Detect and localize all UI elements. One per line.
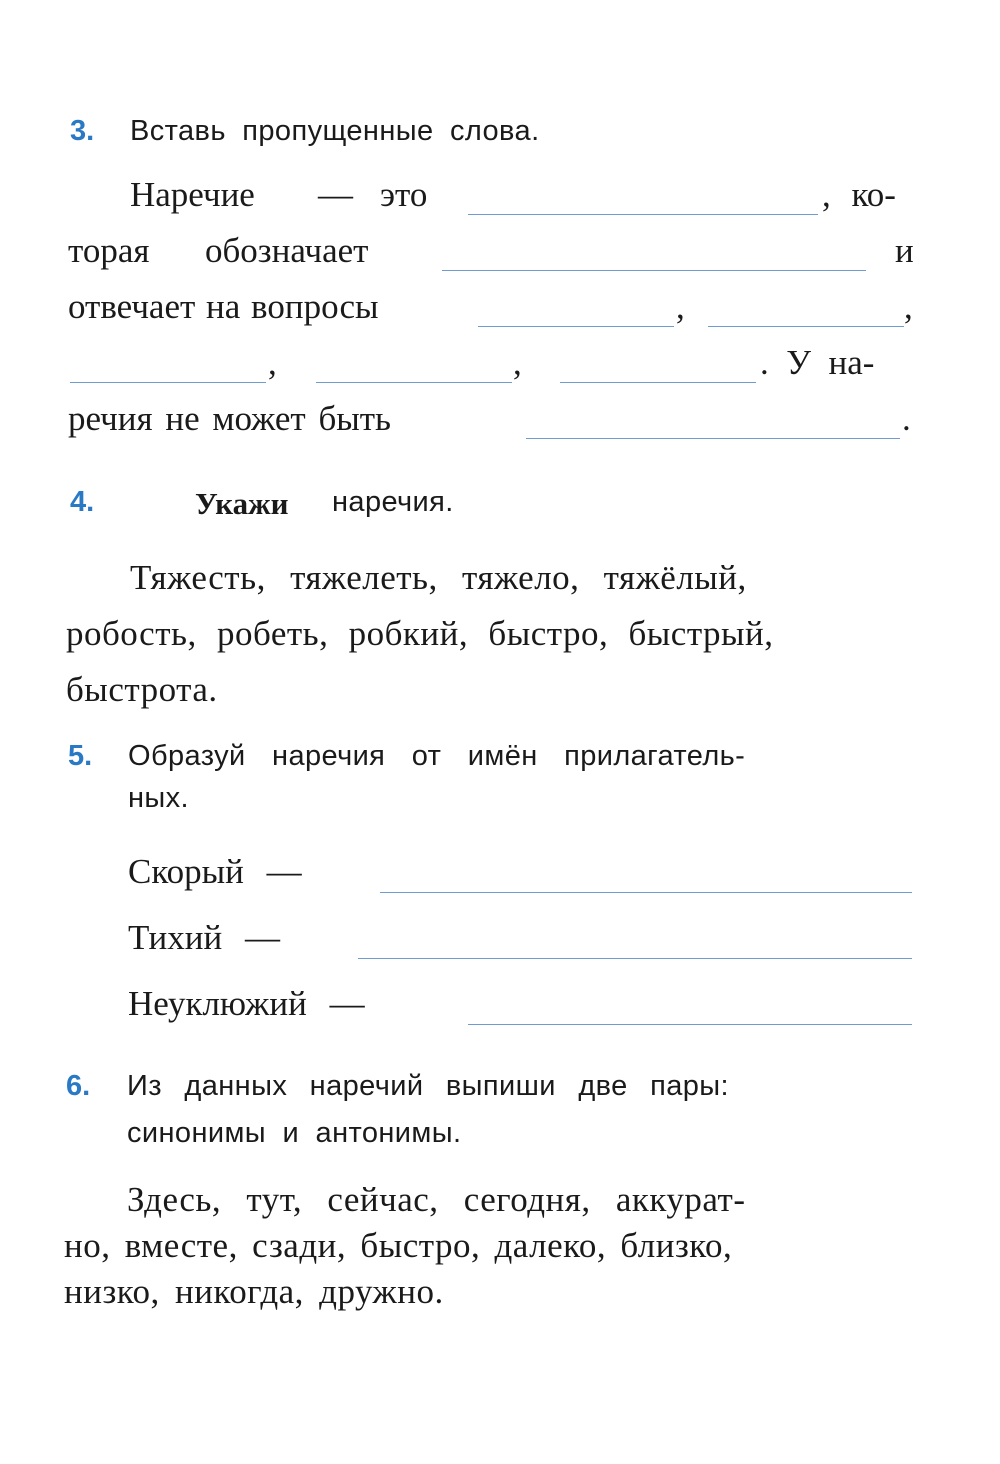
- task-3-word-i: и: [895, 231, 914, 270]
- task-3-word-narechie: Наречие: [130, 175, 255, 214]
- blank-line-1[interactable]: [468, 214, 818, 215]
- answer-line-tikhy[interactable]: [358, 958, 912, 959]
- adjective-tikhy: Тихий —: [128, 918, 280, 957]
- period: .: [902, 399, 911, 438]
- comma: ,: [513, 343, 522, 382]
- task-3-line5-text: речия не может быть: [68, 399, 392, 438]
- task-4-instruction: наречия.: [332, 486, 454, 518]
- adjective-neuklyuzhy: Неуклюжий —: [128, 984, 365, 1023]
- task-6-number: 6.: [66, 1070, 91, 1102]
- comma: ,: [268, 343, 277, 382]
- task-3-line4-end: . У на-: [760, 343, 875, 382]
- task-4-number: 4.: [70, 486, 95, 518]
- task-3-dash: —: [318, 175, 353, 214]
- task-5-number: 5.: [68, 740, 93, 772]
- task-5-instruction-line-2: ных.: [128, 782, 190, 814]
- blank-line-3[interactable]: [478, 326, 674, 327]
- task-4-line-1: Тяжесть, тяжелеть, тяжело, тяжёлый,: [130, 558, 747, 597]
- task-4-line-3: быстрота.: [66, 670, 218, 709]
- task-6-line-1: Здесь, тут, сейчас, сегодня, аккурат-: [127, 1180, 746, 1219]
- task-3-instruction: Вставь пропущенные слова.: [130, 115, 540, 147]
- blank-line-8[interactable]: [526, 438, 900, 439]
- task-6-instruction-line-1: Из данных наречий выпиши две пары:: [127, 1070, 730, 1102]
- task-3-line1-end: , ко-: [822, 175, 896, 214]
- task-3-number: 3.: [70, 115, 95, 147]
- task-3-word-toraya: торая: [68, 231, 150, 270]
- task-6-line-3: низко, никогда, дружно.: [64, 1272, 444, 1311]
- blank-line-4[interactable]: [708, 326, 904, 327]
- comma: ,: [676, 287, 685, 326]
- blank-line-6[interactable]: [316, 382, 512, 383]
- comma: ,: [904, 287, 913, 326]
- answer-line-skory[interactable]: [380, 892, 912, 893]
- task-5-instruction-line-1: Образуй наречия от имён прилагатель-: [128, 740, 746, 772]
- task-4-line-2: робость, робеть, робкий, быстро, быстрый,: [66, 614, 774, 653]
- blank-line-7[interactable]: [560, 382, 756, 383]
- task-6-line-2: но, вместе, сзади, быстро, далеко, близко,: [64, 1226, 733, 1265]
- task-3-word-eto: это: [380, 175, 428, 214]
- task-3-line3-text: отвечает на вопросы: [68, 287, 379, 326]
- task-3-word-oboznachaet: обозначает: [205, 231, 369, 270]
- blank-line-5[interactable]: [70, 382, 266, 383]
- task-4-instruction-bold: Укажи: [195, 486, 289, 521]
- task-6-instruction-line-2: синонимы и антонимы.: [127, 1117, 462, 1149]
- adjective-skory: Скорый —: [128, 852, 302, 891]
- answer-line-neuklyuzhy[interactable]: [468, 1024, 912, 1025]
- blank-line-2[interactable]: [442, 270, 866, 271]
